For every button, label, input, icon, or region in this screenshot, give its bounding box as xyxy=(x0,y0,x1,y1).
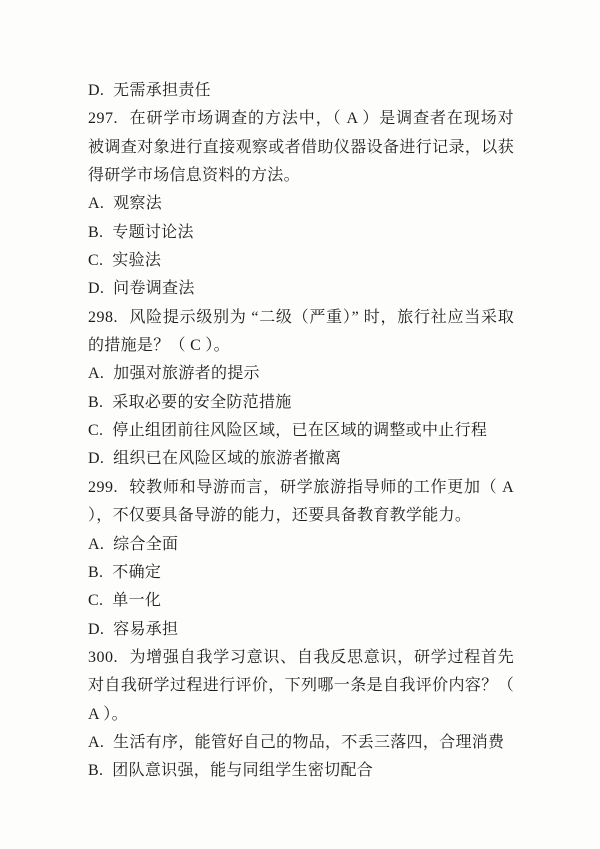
question-number: 299. xyxy=(88,478,118,496)
option-text: 团队意识强，能与同组学生密切配合 xyxy=(112,762,374,780)
option-text: 实验法 xyxy=(112,252,162,270)
question-297 xyxy=(88,105,514,190)
question-298-option-a xyxy=(88,360,514,388)
question-text: 在研学市场调查的方法中，（ A ）是调查者在现场对被调查对象进行直接观察或者借助仪器设备进行记录，以获得研学市场信息资料的方法。 xyxy=(88,110,514,185)
option-letter: C. xyxy=(88,592,104,610)
option-text: 采取必要的安全防范措施 xyxy=(112,393,292,411)
question-298 xyxy=(88,304,514,361)
option-text: 问卷调查法 xyxy=(113,280,195,298)
question-text: 较教师和导游而言，研学旅游指导师的工作更加（ A ），不仅要具备导游的能力，还要具备教育教学能力。 xyxy=(88,478,514,525)
question-number: 297. xyxy=(88,110,118,128)
option-letter: D. xyxy=(88,280,105,298)
option-letter: A. xyxy=(88,195,105,213)
option-text: 不确定 xyxy=(112,563,162,581)
option-text: 组织已在风险区域的旅游者撤离 xyxy=(113,450,342,468)
question-300-option-b xyxy=(88,757,514,785)
document-content xyxy=(88,77,514,786)
option-letter: D. xyxy=(88,620,105,638)
option-letter: B. xyxy=(88,393,104,411)
option-letter: B. xyxy=(88,223,104,241)
option-text: 观察法 xyxy=(113,195,163,213)
option-text: 生活有序，能管好自己的物品，不丢三落四，合理消费 xyxy=(113,733,505,751)
option-text: 单一化 xyxy=(112,592,162,610)
question-text: 风险提示级别为 “二级（严重）” 时，旅行社应当采取的措施是？（ C ）。 xyxy=(88,308,514,355)
option-letter: C. xyxy=(88,422,104,440)
question-297-option-b xyxy=(88,219,514,247)
option-letter: A. xyxy=(88,365,105,383)
question-298-option-b xyxy=(88,389,514,417)
question-297-option-a xyxy=(88,190,514,218)
option-letter: B. xyxy=(88,762,104,780)
question-298-option-d xyxy=(88,445,514,473)
option-letter: A. xyxy=(88,733,105,751)
option-text: 综合全面 xyxy=(113,535,179,553)
option-letter: A. xyxy=(88,535,105,553)
option-text: 加强对旅游者的提示 xyxy=(113,365,260,383)
question-text: 为增强自我学习意识、自我反思意识，研学过程首先对自我研学过程进行评价，下列哪一条是自我评价内容？（ A ）。 xyxy=(88,648,514,723)
question-299-option-a xyxy=(88,531,514,559)
option-text: 容易承担 xyxy=(113,620,179,638)
question-297-option-c xyxy=(88,247,514,275)
orphan-option-row xyxy=(88,77,514,105)
option-letter: D. xyxy=(88,82,105,99)
question-299 xyxy=(88,474,514,531)
question-299-option-d xyxy=(88,616,514,644)
option-letter: D. xyxy=(88,450,105,468)
question-number: 300. xyxy=(88,648,118,666)
question-300-option-a xyxy=(88,729,514,757)
option-text: 无需承担责任 xyxy=(113,82,211,99)
question-297-option-d xyxy=(88,275,514,303)
question-299-option-c xyxy=(88,587,514,615)
question-298-option-c xyxy=(88,417,514,445)
option-text: 停止组团前往风险区域，已在区域的调整或中止行程 xyxy=(112,422,488,440)
question-300 xyxy=(88,644,514,729)
question-299-option-b xyxy=(88,559,514,587)
question-number: 298. xyxy=(88,308,118,326)
option-text: 专题讨论法 xyxy=(112,223,194,241)
option-letter: C. xyxy=(88,252,104,270)
option-letter: B. xyxy=(88,563,104,581)
